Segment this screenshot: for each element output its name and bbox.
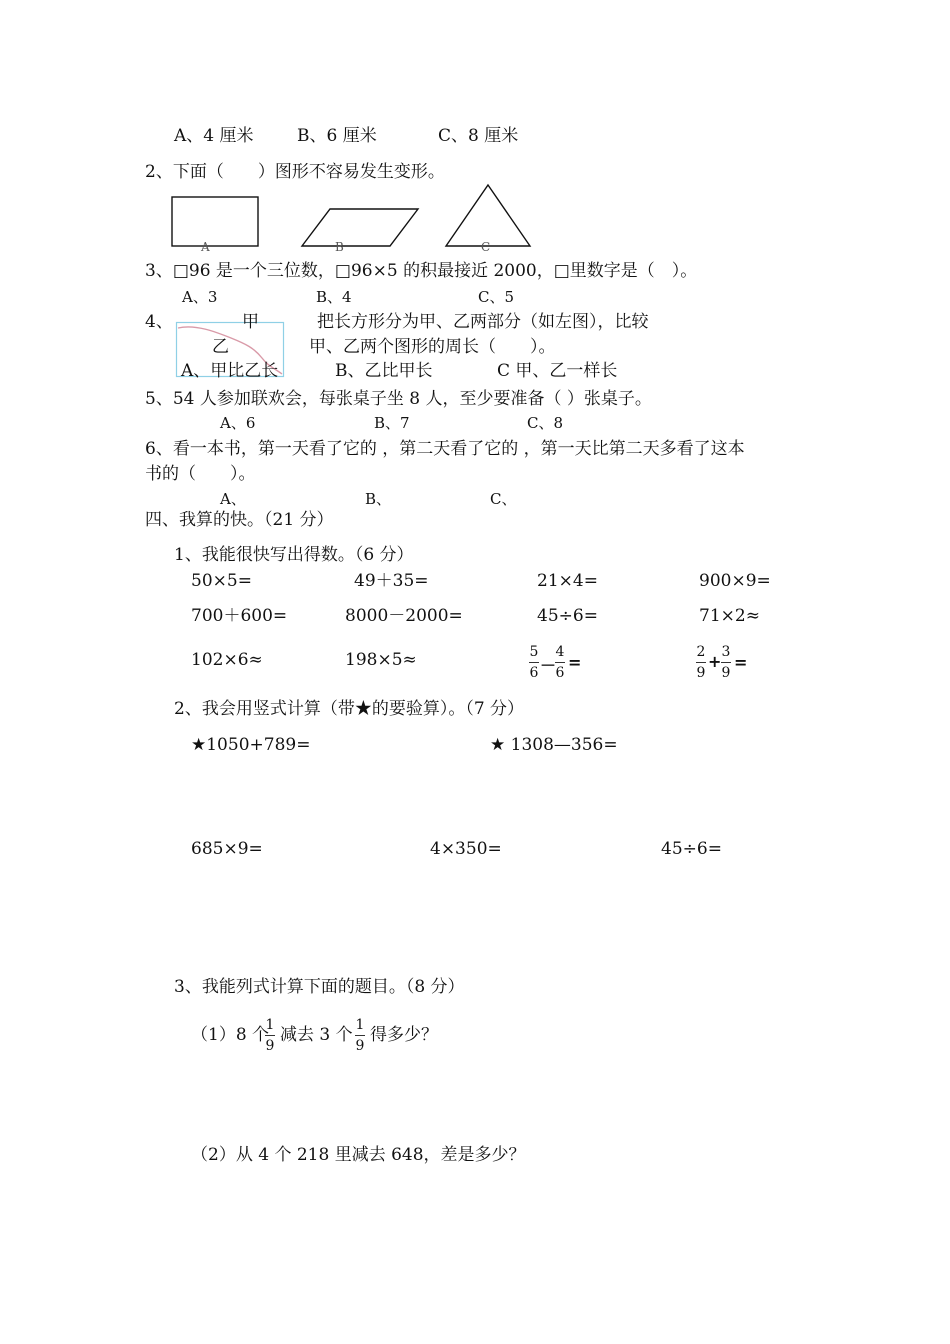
q4-number: 4、 <box>145 312 173 332</box>
q2-text: 2、下面（ ）图形不容易发生变形。 <box>145 162 445 182</box>
equals-sign-2: = <box>734 653 748 672</box>
p1-r1-c4: 900×9= <box>699 571 771 591</box>
q5-option-b: B、7 <box>374 414 410 432</box>
q6-option-c: C、 <box>490 490 517 508</box>
q5-text: 5、54 人参加联欢会，每张桌子坐 8 人，至少要准备（ ）张桌子。 <box>145 389 652 409</box>
minus-sign: － <box>540 656 557 675</box>
p2-item-4: 4×350= <box>430 839 502 859</box>
q2-shapes <box>165 183 565 253</box>
p1-r1-c3: 21×4= <box>537 571 598 591</box>
p3-q2: （2）从 4 个 218 里减去 648，差是多少？ <box>191 1145 526 1165</box>
p2-item-1: ★1050+789= <box>191 735 311 755</box>
q4-option-b: B、乙比甲长 <box>335 361 433 381</box>
q4-option-a: A、甲比乙长 <box>181 361 279 381</box>
p3-q1-part-a: （1）8 个 <box>191 1025 270 1045</box>
q4-label-yi: 乙 <box>212 337 229 357</box>
q5-option-c: C、8 <box>527 414 564 432</box>
p2-item-2: ★ 1308—356= <box>490 735 618 755</box>
p1-r3-c2: 198×5≈ <box>345 650 417 670</box>
q3-text: 3、□96 是一个三位数，□96×5 的积最接近 2000，□里数字是（ ）。 <box>145 261 698 281</box>
fraction-1-9-b: 1 9 <box>355 1017 365 1054</box>
q6-option-a: A、 <box>220 490 246 508</box>
q3-option-b: B、4 <box>316 288 352 306</box>
q1-option-c: C、8 厘米 <box>438 126 519 146</box>
q6-option-b: B、 <box>365 490 392 508</box>
q3-option-c: C、5 <box>478 288 515 306</box>
q2-label-c: C <box>481 240 491 254</box>
q2-label-a: A <box>201 240 210 254</box>
section4-title: 四、我算的快。（21 分） <box>145 510 334 530</box>
p3-q1-part-c: 得多少？ <box>370 1025 438 1045</box>
fraction-5-6: 5 6 <box>529 644 539 681</box>
fraction-1-9-a: 1 9 <box>265 1017 275 1054</box>
rectangle-shape <box>172 197 258 246</box>
q4-line2: 甲、乙两个图形的周长（ ）。 <box>309 337 556 357</box>
fraction-2-9: 2 9 <box>696 644 706 681</box>
q3-option-a: A、3 <box>182 288 218 306</box>
p1-r1-c2: 49＋35= <box>354 571 429 591</box>
p2-title: 2、我会用竖式计算（带★的要验算）。（7 分） <box>174 699 525 719</box>
p3-title: 3、我能列式计算下面的题目。（8 分） <box>174 977 465 997</box>
p1-r1-c1: 50×5= <box>191 571 252 591</box>
parallelogram-shape <box>302 209 418 246</box>
fraction-3-9: 3 9 <box>721 644 731 681</box>
p2-item-3: 685×9= <box>191 839 263 859</box>
q1-option-b: B、6 厘米 <box>297 126 377 146</box>
p1-title: 1、我能很快写出得数。（6 分） <box>174 545 414 565</box>
q4-option-c: C 甲、乙一样长 <box>497 361 618 381</box>
p1-r2-c1: 700＋600= <box>191 606 288 626</box>
q6-line2: 书的（ ）。 <box>145 464 256 484</box>
p1-r2-c4: 71×2≈ <box>699 606 760 626</box>
p1-r2-c2: 8000－2000= <box>345 606 463 626</box>
p1-r2-c3: 45÷6= <box>537 606 598 626</box>
p2-item-5: 45÷6= <box>661 839 722 859</box>
q5-option-a: A、6 <box>220 414 256 432</box>
triangle-shape <box>446 185 530 246</box>
fraction-4-6: 4 6 <box>555 644 565 681</box>
q4-label-jia: 甲 <box>242 312 259 332</box>
p1-r3-c1: 102×6≈ <box>191 650 263 670</box>
q6-line1: 6、看一本书，第一天看了它的 ，第二天看了它的 ，第一天比第二天多看了这本 <box>145 439 745 459</box>
plus-sign: + <box>708 652 722 671</box>
q1-option-a: A、4 厘米 <box>174 126 254 146</box>
p3-q1-part-b: 减去 3 个 <box>280 1025 353 1045</box>
equals-sign: = <box>568 653 582 672</box>
q4-line1: 把长方形分为甲、乙两部分（如左图），比较 <box>317 312 649 332</box>
q2-label-b: B <box>335 240 344 254</box>
